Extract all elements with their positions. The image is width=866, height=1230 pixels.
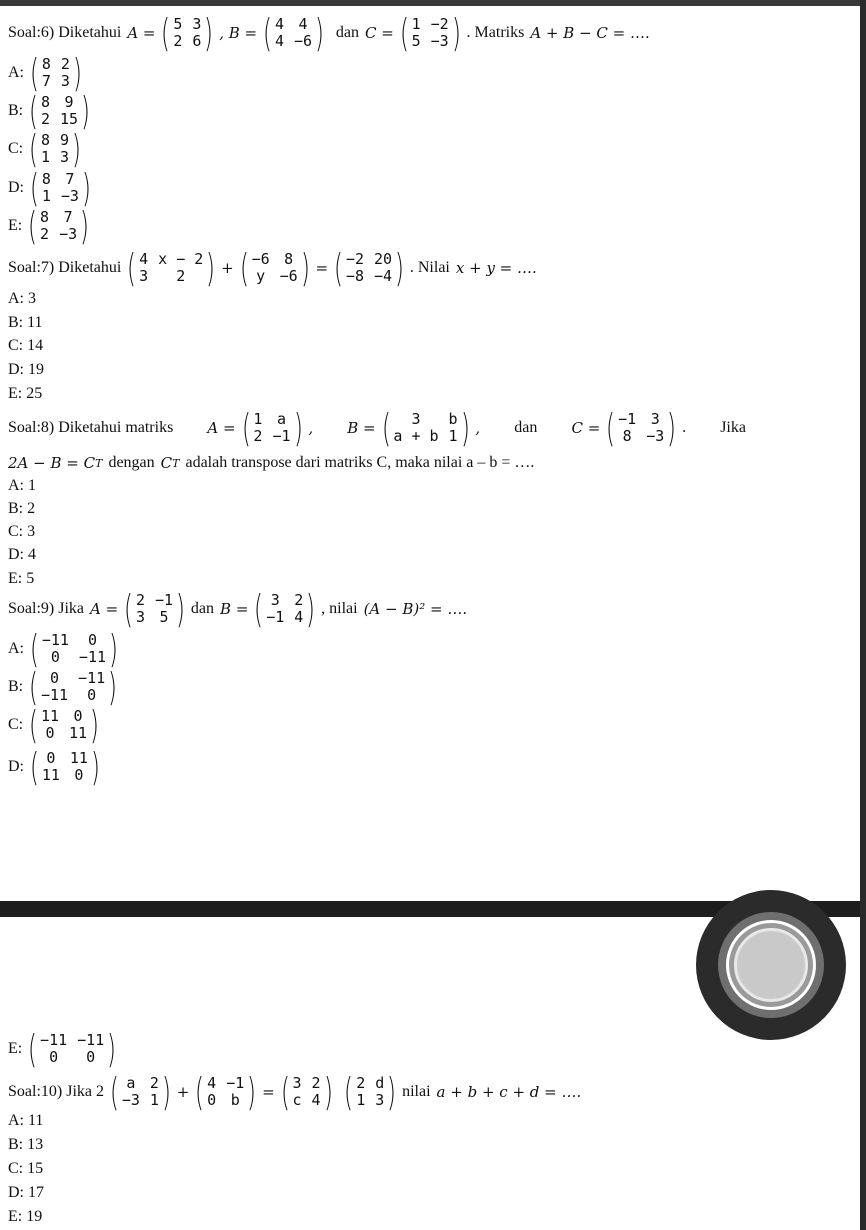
matrix-grid bbox=[136, 592, 173, 626]
option-row: D: ( 0 11 11 0 ) bbox=[8, 748, 106, 786]
right-paren: ) bbox=[206, 246, 216, 290]
right-paren: ) bbox=[306, 587, 316, 631]
question-10: Soal:10) Jika 2 ( a 2 −3 1 ) + ( 4 −1 0 b ) = ( 3 2 c 4 ) ( 2 d 1 3 ) nilai a + b + c + d = …. bbox=[8, 1070, 582, 1114]
matrix-cell: 7 bbox=[41, 72, 51, 90]
right-paren: ) bbox=[460, 406, 470, 450]
question-9: Soal:9) Jika A = ( 2 −1 3 5 ) dan B = ( 3 2 −1 4 ) , nilai (A − B)² = …. bbox=[8, 587, 468, 631]
option-row: E: ( −11 −11 0 0 ) bbox=[8, 1030, 122, 1068]
left-paren: ( bbox=[334, 246, 343, 290]
option-matrix bbox=[26, 127, 84, 171]
matrix-grid bbox=[40, 209, 77, 243]
matrix-2 bbox=[237, 246, 313, 290]
matrix-A bbox=[121, 587, 188, 631]
matrix-cell: 0 bbox=[49, 669, 60, 687]
left-paren: ( bbox=[29, 703, 38, 747]
left-paren: ( bbox=[280, 1070, 290, 1114]
matrix-cell: −3 bbox=[121, 1091, 140, 1109]
matrix-grid bbox=[275, 16, 312, 50]
question-label: Soal:9) Jika bbox=[8, 600, 84, 617]
matrix-1 bbox=[124, 246, 218, 290]
question-7: Soal:7) Diketahui ( 4 x − 2 3 2 ) + ( −6 8 y −6 ) = ( −2 20 −8 −4 ) . Nilai x + y = …. bbox=[8, 246, 537, 290]
option-matrix bbox=[26, 89, 93, 133]
matrix-cell: 1 bbox=[411, 15, 421, 33]
option-row: C: 3 bbox=[8, 523, 36, 540]
matrix-grid bbox=[40, 1032, 104, 1066]
option-row: D: 17 bbox=[8, 1184, 44, 1201]
right-paren: ) bbox=[90, 703, 99, 747]
question-tail: . Nilai bbox=[409, 259, 450, 276]
question-label: Soal:7) Diketahui bbox=[8, 259, 122, 276]
matrix-cell: 0 bbox=[50, 648, 60, 666]
matrix-cell: 1 bbox=[253, 410, 263, 428]
matrix-cell: 0 bbox=[45, 724, 55, 742]
right-paren: ) bbox=[108, 627, 118, 671]
matrix-cell: 2 bbox=[40, 110, 50, 128]
matrix-cell: 4 bbox=[311, 1091, 321, 1109]
left-paren: ( bbox=[124, 587, 134, 631]
matrix-cell: 2 bbox=[176, 267, 186, 285]
matrix-cell: 1 bbox=[40, 148, 50, 166]
matrix-grid bbox=[393, 411, 457, 445]
left-paren: ( bbox=[381, 406, 391, 450]
matrix-cell: 11 bbox=[40, 707, 60, 725]
matrix-cell: 8 bbox=[41, 170, 51, 188]
option-matrix bbox=[25, 204, 92, 248]
matrix-cell: −1 bbox=[226, 1074, 245, 1092]
matrix-cell: 0 bbox=[74, 766, 84, 784]
matrix-grid bbox=[266, 592, 303, 626]
matrix-cell: 8 bbox=[40, 208, 50, 226]
question-tail: nilai bbox=[402, 1083, 431, 1100]
option-row: A: ( 8 2 7 3 ) bbox=[8, 54, 88, 92]
option-row: A: 3 bbox=[8, 290, 36, 307]
equation: 2A − B = C bbox=[8, 454, 96, 472]
matrix-cell: 7 bbox=[63, 208, 73, 226]
matrix-cell: 8 bbox=[40, 93, 50, 111]
right-edge bbox=[860, 0, 866, 1230]
question-expression: x + y = …. bbox=[455, 259, 537, 277]
left-paren: ( bbox=[344, 1070, 354, 1114]
matrix-A bbox=[239, 406, 306, 450]
right-paren: ) bbox=[90, 745, 100, 789]
right-paren: ) bbox=[81, 166, 91, 210]
option-row: D: ( 8 7 1 −3 ) bbox=[8, 169, 97, 207]
matrix-cell: 0 bbox=[73, 707, 83, 725]
matrix-cell: 3 bbox=[292, 1074, 302, 1092]
right-paren: ) bbox=[108, 665, 118, 709]
matrix-cell: −1 bbox=[155, 591, 174, 609]
matrix-cell: −3 bbox=[430, 32, 449, 50]
right-paren: ) bbox=[247, 1070, 257, 1114]
option-row: A: 1 bbox=[8, 477, 36, 494]
matrix-cell: 4 bbox=[274, 15, 284, 33]
top-edge bbox=[0, 0, 866, 6]
matrix-cell: a bbox=[276, 410, 286, 428]
question-8-line2: 2A − B = C T dengan C T adalah transpose dari matriks C, maka nilai a – b = …. bbox=[8, 454, 535, 472]
option-matrix bbox=[27, 745, 103, 789]
matrix-3 bbox=[331, 246, 407, 290]
matrix-cell: 4 bbox=[139, 250, 149, 268]
matrix-cell: 3 bbox=[270, 591, 280, 609]
question-expression: (A − B)² = …. bbox=[363, 600, 468, 618]
right-paren: ) bbox=[395, 246, 404, 290]
matrix-4 bbox=[341, 1070, 399, 1114]
matrix-cell: −6 bbox=[279, 267, 298, 285]
right-paren: ) bbox=[107, 1027, 117, 1071]
option-row: A: 11 bbox=[8, 1112, 44, 1129]
right-paren: ) bbox=[314, 11, 324, 55]
matrix-cell: 3 bbox=[59, 148, 70, 166]
left-paren: ( bbox=[29, 89, 38, 133]
option-row: C: 15 bbox=[8, 1160, 44, 1177]
matrix-grid bbox=[42, 171, 79, 205]
right-paren: ) bbox=[72, 51, 82, 95]
matrix-cell: 1 bbox=[356, 1091, 366, 1109]
left-paren: ( bbox=[239, 246, 249, 290]
right-paren: ) bbox=[293, 406, 303, 450]
matrix-cell: 5 bbox=[159, 608, 169, 626]
left-paren: ( bbox=[29, 665, 38, 709]
matrix-cell: 4 bbox=[207, 1074, 217, 1092]
left-paren: ( bbox=[28, 1027, 38, 1071]
matrix-cell: 3 bbox=[192, 15, 202, 33]
option-row: A: ( −11 0 0 −11 ) bbox=[8, 630, 124, 668]
matrix-3 bbox=[278, 1070, 336, 1114]
matrix-A bbox=[158, 11, 216, 55]
matrix-cell: −1 bbox=[618, 410, 637, 428]
matrix-grid bbox=[207, 1075, 244, 1109]
matrix-cell: 0 bbox=[207, 1091, 217, 1109]
word-dan: dan bbox=[190, 600, 215, 617]
matrix-grid bbox=[173, 16, 201, 50]
matrix-grid bbox=[618, 411, 664, 445]
option-row: B: 11 bbox=[8, 314, 43, 331]
left-paren: ( bbox=[399, 11, 409, 55]
matrix-cell: −11 bbox=[40, 686, 69, 704]
matrix-cell: 7 bbox=[65, 170, 75, 188]
left-paren: ( bbox=[241, 406, 251, 450]
matrix-cell: 3 bbox=[136, 608, 146, 626]
matrix-cell: 11 bbox=[69, 724, 88, 742]
left-paren: ( bbox=[195, 1070, 205, 1114]
left-paren: ( bbox=[29, 51, 39, 95]
matrix-grid bbox=[42, 750, 88, 784]
matrix-grid bbox=[42, 632, 106, 666]
assistive-touch-button[interactable] bbox=[696, 890, 846, 1040]
option-row: B: ( 0 −11 −11 0 ) bbox=[8, 668, 123, 706]
matrix-cell: 0 bbox=[87, 631, 97, 649]
matrix-cell: −2 bbox=[430, 15, 449, 33]
right-paren: ) bbox=[323, 1070, 333, 1114]
right-paren: ) bbox=[387, 1070, 397, 1114]
matrix-cell: x − 2 bbox=[158, 250, 204, 268]
left-paren: ( bbox=[28, 204, 38, 248]
matrix-cell: −11 bbox=[41, 631, 69, 649]
right-paren: ) bbox=[81, 89, 90, 133]
left-paren: ( bbox=[127, 246, 137, 290]
matrix-grid bbox=[41, 670, 105, 704]
matrix-cell: 4 bbox=[298, 15, 308, 33]
right-paren: ) bbox=[451, 11, 461, 55]
question-expression: a + b + c + d = …. bbox=[436, 1083, 582, 1101]
matrix-cell: b bbox=[448, 410, 458, 428]
option-row: E: ( 8 7 2 −3 ) bbox=[8, 207, 95, 245]
matrix-cell: 2 bbox=[173, 32, 183, 50]
matrix-cell: 9 bbox=[59, 131, 70, 149]
matrix-grid bbox=[346, 251, 392, 285]
left-paren: ( bbox=[161, 11, 171, 55]
math-var: A = bbox=[127, 24, 156, 42]
matrix-cell: −2 bbox=[345, 250, 364, 268]
matrix-cell: 3 bbox=[60, 72, 70, 90]
word-dan: dan bbox=[514, 419, 538, 436]
option-row: D: 19 bbox=[8, 361, 44, 378]
right-paren: ) bbox=[176, 587, 185, 631]
matrix-cell: 2 bbox=[136, 591, 146, 609]
left-paren: ( bbox=[29, 127, 38, 171]
matrix-cell: d bbox=[375, 1074, 385, 1092]
matrix-cell: 8 bbox=[622, 427, 632, 445]
matrix-cell: b bbox=[230, 1091, 240, 1109]
option-matrix bbox=[26, 665, 120, 709]
right-paren: ) bbox=[161, 1070, 171, 1114]
option-matrix bbox=[26, 703, 102, 747]
matrix-cell: 9 bbox=[64, 93, 74, 111]
matrix-cell: 2 bbox=[149, 1074, 159, 1092]
question-expression: A + B − C = …. bbox=[530, 24, 650, 42]
word-jika: Jika bbox=[720, 419, 746, 436]
matrix-grid bbox=[412, 16, 449, 50]
right-paren: ) bbox=[204, 11, 214, 55]
matrix-cell: −1 bbox=[266, 608, 285, 626]
left-paren: ( bbox=[29, 166, 39, 210]
option-matrix bbox=[27, 627, 121, 671]
matrix-cell: −11 bbox=[40, 1031, 68, 1049]
matrix-cell: −1 bbox=[272, 427, 291, 445]
option-row: B: 2 bbox=[8, 500, 36, 517]
left-paren: ( bbox=[29, 627, 39, 671]
option-matrix bbox=[25, 1027, 119, 1071]
matrix-cell: 0 bbox=[86, 1048, 96, 1066]
matrix-cell: 5 bbox=[173, 15, 183, 33]
option-row: E: 19 bbox=[8, 1208, 43, 1225]
matrix-cell: a + b bbox=[393, 427, 439, 445]
option-row: C: ( 8 9 1 3 ) bbox=[8, 130, 87, 168]
option-row: C: ( 11 0 0 11 ) bbox=[8, 706, 105, 744]
right-paren: ) bbox=[667, 406, 677, 450]
matrix-cell: 2 bbox=[294, 591, 304, 609]
matrix-grid bbox=[253, 411, 290, 445]
matrix-cell: 0 bbox=[46, 749, 56, 767]
matrix-B bbox=[251, 587, 318, 631]
matrix-B bbox=[260, 11, 327, 55]
matrix-cell: 0 bbox=[87, 686, 97, 704]
matrix-cell: 11 bbox=[41, 766, 60, 784]
option-row: E: 25 bbox=[8, 385, 43, 402]
matrix-cell: −3 bbox=[59, 225, 78, 243]
left-paren: ( bbox=[606, 406, 616, 450]
matrix-cell: 1 bbox=[448, 427, 458, 445]
matrix-cell: 4 bbox=[294, 608, 304, 626]
matrix-cell: 1 bbox=[41, 187, 51, 205]
matrix-cell: 1 bbox=[149, 1091, 159, 1109]
question-tail: , nilai bbox=[321, 600, 358, 617]
matrix-cell: 20 bbox=[373, 250, 393, 268]
matrix-grid bbox=[41, 94, 78, 128]
matrix-grid bbox=[41, 132, 69, 166]
matrix-B bbox=[379, 406, 473, 450]
matrix-cell: 3 bbox=[411, 410, 421, 428]
matrix-1 bbox=[107, 1070, 174, 1114]
right-paren: ) bbox=[71, 127, 81, 171]
matrix-cell: 2 bbox=[40, 225, 50, 243]
matrix-cell: 6 bbox=[192, 32, 202, 50]
matrix-cell: 3 bbox=[650, 410, 660, 428]
option-row: D: 4 bbox=[8, 546, 36, 563]
matrix-cell: −6 bbox=[293, 32, 313, 50]
matrix-cell: a bbox=[126, 1074, 136, 1092]
matrix-cell: 0 bbox=[49, 1048, 59, 1066]
matrix-C bbox=[603, 406, 679, 450]
matrix-cell: 8 bbox=[40, 131, 50, 149]
option-row: E: 5 bbox=[8, 570, 35, 587]
matrix-grid bbox=[139, 251, 203, 285]
matrix-cell: 5 bbox=[411, 32, 421, 50]
matrix-cell: −11 bbox=[78, 648, 107, 666]
matrix-cell: −11 bbox=[78, 669, 106, 687]
matrix-2 bbox=[192, 1070, 259, 1114]
question-label: Soal:10) Jika 2 bbox=[8, 1083, 104, 1100]
matrix-cell: y bbox=[256, 267, 266, 285]
matrix-cell: 11 bbox=[69, 749, 88, 767]
matrix-grid bbox=[42, 56, 70, 90]
matrix-cell: 15 bbox=[59, 110, 79, 128]
left-paren: ( bbox=[109, 1070, 119, 1114]
right-paren: ) bbox=[80, 204, 90, 248]
matrix-grid bbox=[356, 1075, 384, 1109]
matrix-grid bbox=[122, 1075, 159, 1109]
left-paren: ( bbox=[263, 11, 272, 55]
matrix-cell: 3 bbox=[375, 1091, 385, 1109]
matrix-cell: −8 bbox=[345, 267, 364, 285]
word-dan: dan bbox=[335, 24, 359, 41]
option-row: B: 13 bbox=[8, 1136, 44, 1153]
matrix-cell: −6 bbox=[251, 250, 270, 268]
option-row: B: ( 8 9 2 15 ) bbox=[8, 92, 96, 130]
matrix-C bbox=[397, 11, 464, 55]
matrix-cell: 2 bbox=[60, 55, 70, 73]
matrix-cell: 8 bbox=[284, 250, 294, 268]
right-paren: ) bbox=[300, 246, 310, 290]
matrix-cell: −4 bbox=[373, 267, 393, 285]
matrix-cell: c bbox=[292, 1091, 302, 1109]
matrix-cell: 3 bbox=[139, 267, 149, 285]
option-matrix bbox=[27, 51, 85, 95]
question-tail: . Matriks bbox=[466, 24, 525, 41]
matrix-cell: 4 bbox=[274, 32, 284, 50]
question-label: Soal:8) Diketahui matriks bbox=[8, 419, 174, 436]
matrix-cell: −11 bbox=[77, 1031, 105, 1049]
question-6: Soal:6) Diketahui A = ( 5 3 2 6 ) , B = ( 4 4 4 −6 ) dan C = ( 1 −2 5 −3 ) . Matriks A + B − C = …. bbox=[8, 11, 650, 55]
matrix-cell: 2 bbox=[253, 427, 263, 445]
matrix-cell: 2 bbox=[356, 1074, 366, 1092]
left-paren: ( bbox=[29, 745, 39, 789]
option-matrix bbox=[27, 166, 94, 210]
option-row: C: 14 bbox=[8, 337, 44, 354]
matrix-grid bbox=[252, 251, 298, 285]
left-paren: ( bbox=[254, 587, 264, 631]
matrix-cell: 8 bbox=[41, 55, 51, 73]
question-label: Soal:6) Diketahui bbox=[8, 24, 122, 41]
matrix-cell: 2 bbox=[311, 1074, 321, 1092]
matrix-cell: −3 bbox=[646, 427, 665, 445]
matrix-cell: −3 bbox=[60, 187, 79, 205]
question-8: Soal:8) Diketahui matriks A = ( 1 a 2 −1 ) , B = ( 3 b a + b 1 ) , dan C = ( −1 3 8 −3 ) . Jika bbox=[8, 406, 746, 450]
matrix-grid bbox=[292, 1075, 320, 1109]
matrix-grid bbox=[41, 708, 87, 742]
